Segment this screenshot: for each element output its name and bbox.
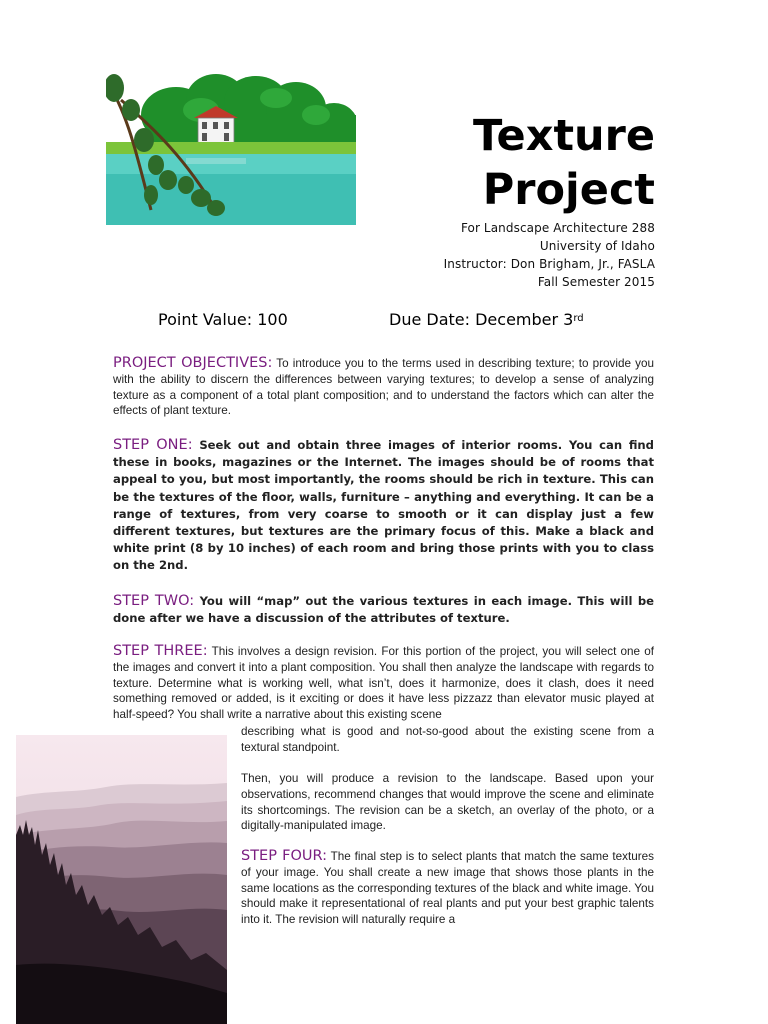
step-three-heading: STEP THREE: [113,643,208,659]
due-date-text: Due Date: December 3 [389,310,574,329]
due-date-suffix: rd [573,313,584,324]
objectives-text: To introduce you to the terms used in describing texture; to provide you with the ability to discern the differences between varying textures; to develop a sense of analyzing texture as a component of a total plant composition; and to understand the factors which can alter the effects of plant texture. [113,357,654,418]
step-one-text: Seek out and obtain three images of interior rooms. You can find these in books, magazines or the Internet. The images should be of rooms that appeal to you, but most importantly, the rooms should be rich in texture. This can be the textures of the floor, walls, furniture – anything and everything. It can be a range of textures, from very coarse to smooth or it can display just a few different textures, but textures are the primary focus of this. Make a black and white print (8 by 10 inches) of each room and bring those prints with you to class on the 2nd. [113,438,654,573]
step-three-continued: describing what is good and not-so-good about the existing scene from a textural standpoint. [241,725,654,754]
title-line-2: Project [482,165,655,215]
due-date [389,310,584,329]
step-four-paragraph [241,849,654,928]
step-two-paragraph [113,593,654,627]
step-three-revision-paragraph: Then, you will produce a revision to the landscape. Based upon your observations, recommend changes that would improve the scene and eliminate its shortcomings. The revision can be a sketch, an overlay of the photo, or a digitally-manipulated image. [241,772,654,833]
step-one-heading: STEP ONE: [113,437,193,453]
step-one-paragraph [113,437,654,575]
step-three-text: This involves a design revision. For this portion of the project, you will select one of the images and convert it into a plant composition. You shall then analyze the landscape with regards to texture. Determine what is working well, what isn’t, does it harmonize, does it clash, does it need something removed or added, is it exciting or does it have less pizzazz than elevator music played at half-speed? You shall write a narrative about this existing scene [113,645,654,722]
step-two-heading: STEP TWO: [113,593,195,609]
semester-line: Fall Semester 2015 [537,275,655,289]
point-value: Point Value: 100 [158,310,288,329]
course-line: For Landscape Architecture 288 [460,221,655,235]
instructor-line: Instructor: Don Brigham, Jr., FASLA [443,257,655,271]
tropical-pavilion-clipart [106,70,356,225]
university-line: University of Idaho [539,239,655,253]
step-four-text: The final step is to select plants that match the same textures of your image. You shall create a new image that shows those plants in the same locations as the corresponding textures of the black and white image. You should make it representational of real plants and put your best graphic talents into it. The revision will naturally require a [241,850,654,927]
step-four-heading: STEP FOUR: [241,848,328,864]
objectives-heading: PROJECT OBJECTIVES: [113,355,273,371]
title-line-1: Texture [472,111,655,161]
objectives-paragraph [113,356,654,419]
misty-mountains-illustration [16,735,227,1024]
step-two-text: You will “map” out the various textures in each image. This will be done after we have a discussion of the attributes of texture. [113,594,654,626]
step-three-paragraph [113,644,654,723]
